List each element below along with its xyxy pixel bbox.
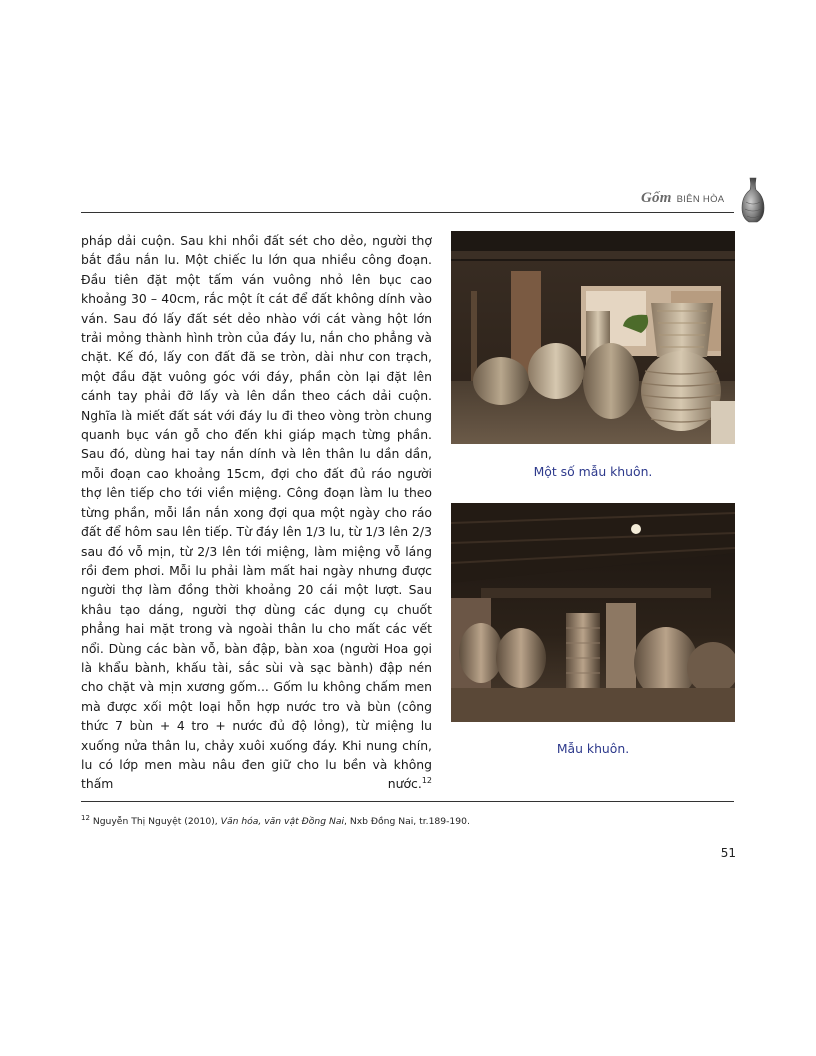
figure-caption: Một số mẫu khuôn. — [533, 464, 653, 479]
body-paragraph — [81, 231, 432, 794]
running-header — [641, 190, 741, 212]
brand-subtitle: BIÊN HÒA — [676, 194, 725, 205]
body-text: pháp dải cuộn. Sau khi nhồi đất sét cho dẻo, người thợ bắt đầu nắn lu. Một chiếc lu lớn qua nhiều công đoạn. Đầu tiên đặt một tấm ván vuông nhỏ lên bục cao khoảng 30 – 40cm, rắc một ít cát để đất không dính vào ván. Sau đó lấy đất sét dẻo nhào với cát vàng hột lớn trải mỏng thành hình tròn của đáy lu, nắn cho phẳng và chặt. Kế đó, lấy con đất đã se tròn, dài như con trạch, một đầu đặt vuông góc với đáy, phần còn lại đặt lên cánh tay phải đỡ lấy và lên dần theo cách dải cuộn. Nghĩa là miết đất sát với đáy lu đi theo vòng tròn chung quanh bục ván gỗ cho đến khi giáp mạch từng phần. Sau đó, dùng hai tay nắn dính và lên thân lu dần dần, mỗi đoạn cao khoảng 15cm, đợi cho đất đủ ráo người thợ lên tiếp cho tới viền miệng. Công đoạn làm lu theo từng phần, mỗi lần nắn xong đợi qua một ngày cho ráo đất để hôm sau lên tiếp. Từ đáy lên 1/3 lu, từ 1/3 lên 2/3 sau đó vỗ mịn, từ 2/3 lên tới miệng, làm miệng vỗ láng rồi đem phơi. Mỗi lu phải làm mất hai ngày nhưng được người thợ làm đồng thời khoảng 20 cái một lượt. Sau khâu tạo dáng, người thợ dùng các dụng cụ chuốt phẳng hai mặt trong và ngoài thân lu cho mất các vết nổi. Dùng các bàn vỗ, bàn đập, bàn xoa (người Hoa gọi là khẩu bành, khấu tài, sắc sùi và sạc bành) đập nén cho chặt và mịn xương gốm... Gốm lu không chấm men mà được xối một loại hỗn hợp nước tro và bùn (công thức 7 bùn + 4 tro + nước đủ độ lỏng), từ miệng lu xuống nửa thân lu, chảy xuôi xuống đáy. Khi nung chín, lu có lớp men màu nâu đen giữ cho lu bền và không thấm nước. — [81, 233, 432, 792]
page-number: 51 — [720, 846, 736, 860]
footnote-publisher: , Nxb Đồng Nai, tr.189-190. — [344, 816, 470, 828]
footnote-author: Nguyễn Thị Nguyệt (2010), — [92, 816, 218, 828]
footnote — [81, 814, 734, 827]
figure-caption: Mẫu khuôn. — [556, 741, 630, 756]
brand-name: Gốm — [641, 190, 672, 206]
footnote-number: 12 — [81, 814, 90, 822]
photo-mold-sample — [451, 503, 735, 722]
footnote-reference: 12 — [421, 776, 432, 786]
photo-molds — [451, 231, 735, 444]
footnote-title: Văn hóa, văn vật Đồng Nai — [220, 816, 345, 828]
vase-icon — [740, 176, 766, 224]
footnote-rule — [81, 801, 734, 802]
header-rule — [81, 212, 734, 213]
